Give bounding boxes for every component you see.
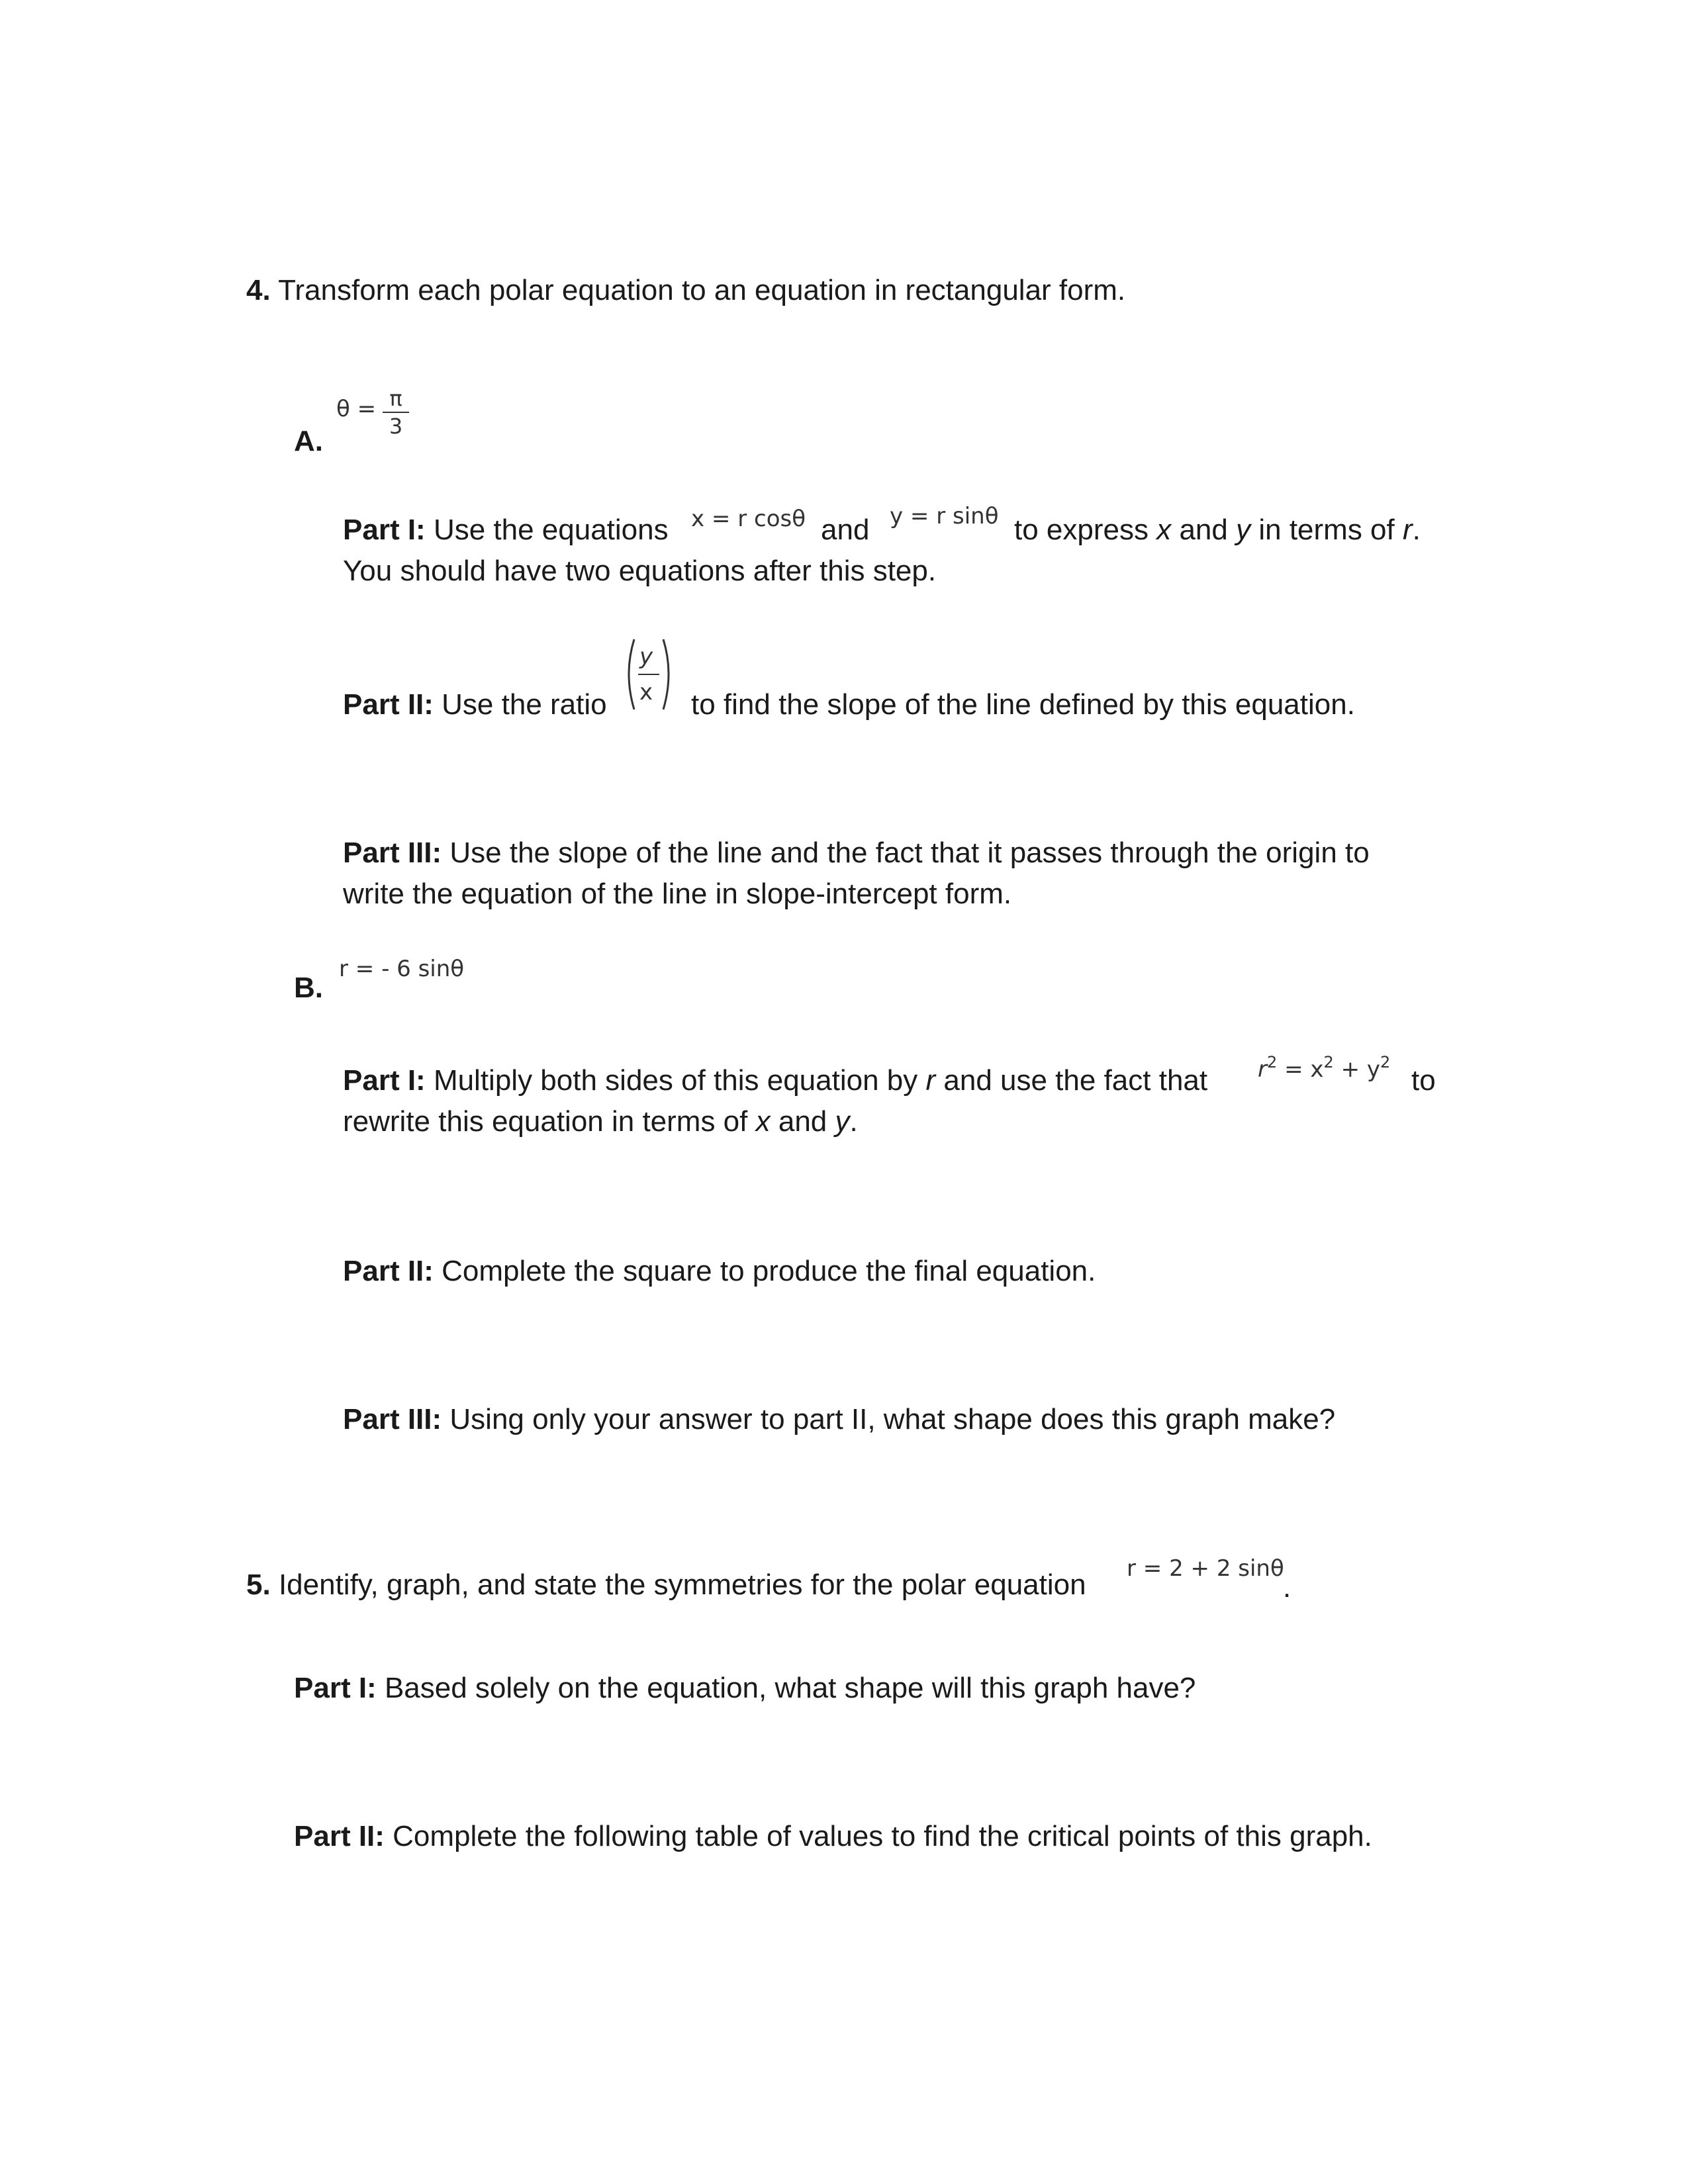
part-a-1-line-1-end <box>1014 510 1421 551</box>
ratio-numerator: y <box>639 643 653 670</box>
part-a-3-line-2: write the equation of the line in slope-intercept form. <box>343 878 1012 910</box>
variable-x: x <box>1156 514 1172 546</box>
part-a-equation-lhs: θ = <box>336 396 377 422</box>
part-label: Part II: <box>343 688 434 721</box>
text-segment: in terms of <box>1258 514 1395 546</box>
variable-r: r <box>1258 1056 1267 1083</box>
text-segment: Based solely on the equation, what shape will this graph have? <box>384 1672 1196 1704</box>
text-segment: rewrite this equation in terms of <box>343 1105 748 1138</box>
part-a-2-line <box>343 684 607 725</box>
part-label: Part III: <box>343 1403 442 1435</box>
part-a-1-line-2: You should have two equations after this step. <box>343 555 937 587</box>
text-segment: Multiply both sides of this equation by <box>433 1064 918 1097</box>
variable-r: r <box>925 1064 936 1097</box>
part-label: Part I: <box>294 1672 377 1704</box>
fraction-denominator: 3 <box>389 414 403 439</box>
variable-x: x <box>755 1105 771 1138</box>
text-segment: Use the slope of the line and the fact that it passes through the origin to <box>449 837 1370 869</box>
part-a-2-line-end: to find the slope of the line defined by this equation. <box>691 688 1355 721</box>
part-b-2-line <box>343 1251 1096 1292</box>
part-b-3-line <box>343 1399 1335 1440</box>
q5-part-1-line <box>294 1668 1196 1709</box>
text-segment: + y <box>1333 1056 1381 1083</box>
text-and: and <box>821 514 870 546</box>
variable-y: y <box>1236 514 1251 546</box>
part-a-3-line-1 <box>343 833 1370 874</box>
part-a-1-line-1 <box>343 510 669 551</box>
question-4-heading <box>246 270 1125 311</box>
part-a-equation-fraction <box>383 387 409 438</box>
equation-x-r-cos: x = r cosθ <box>691 506 806 532</box>
text-segment: Using only your answer to part II, what shape does this graph make? <box>449 1403 1336 1435</box>
text-segment: and <box>1179 514 1228 546</box>
text-segment: to express <box>1014 514 1149 546</box>
fraction-bar <box>383 412 409 413</box>
part-b-letter: B. <box>294 972 323 1004</box>
variable-y: y <box>835 1105 850 1138</box>
punctuation: . <box>1412 514 1421 546</box>
part-label: Part III: <box>343 837 442 869</box>
text-to: to <box>1411 1064 1436 1097</box>
question-prompt: Transform each polar equation to an equation in rectangular form. <box>278 274 1126 306</box>
part-b-1-line-1 <box>343 1060 1207 1101</box>
text-segment: Use the ratio <box>442 688 607 721</box>
q5-part-2-line <box>294 1816 1372 1857</box>
text-segment: Complete the following table of values to find the critical points of this graph. <box>393 1820 1372 1852</box>
part-label: Part I: <box>343 1064 426 1097</box>
fraction-numerator: π <box>389 386 402 411</box>
exponent: 2 <box>1380 1053 1391 1071</box>
question-5-period: . <box>1283 1571 1291 1604</box>
question-number: 5. <box>246 1569 271 1601</box>
text-segment: = x <box>1277 1056 1324 1083</box>
question-5-heading <box>246 1565 1086 1606</box>
ratio-denominator: x <box>639 679 653 705</box>
text-segment: and <box>778 1105 827 1138</box>
part-label: Part II: <box>294 1820 385 1852</box>
part-b-equation: r = - 6 sinθ <box>339 956 465 982</box>
question-number: 4. <box>246 274 271 306</box>
exponent: 2 <box>1266 1053 1278 1071</box>
part-b-1-line-2 <box>343 1101 858 1142</box>
equation-y-r-sin: y = r sinθ <box>890 503 999 529</box>
part-label: Part II: <box>343 1255 434 1287</box>
text-segment: Use the equations <box>433 514 669 546</box>
question-prompt: Identify, graph, and state the symmetries for the polar equation <box>278 1569 1086 1601</box>
part-label: Part I: <box>343 514 426 546</box>
text-segment: and use the fact that <box>943 1064 1208 1097</box>
exponent: 2 <box>1323 1053 1334 1071</box>
question-5-equation: r = 2 + 2 sinθ <box>1127 1555 1284 1582</box>
identity-r2-x2-y2 <box>1258 1053 1391 1083</box>
variable-r: r <box>1402 514 1413 546</box>
text-segment: Complete the square to produce the final equation. <box>442 1255 1096 1287</box>
part-a-letter: A. <box>294 425 323 457</box>
punctuation: . <box>849 1105 858 1138</box>
